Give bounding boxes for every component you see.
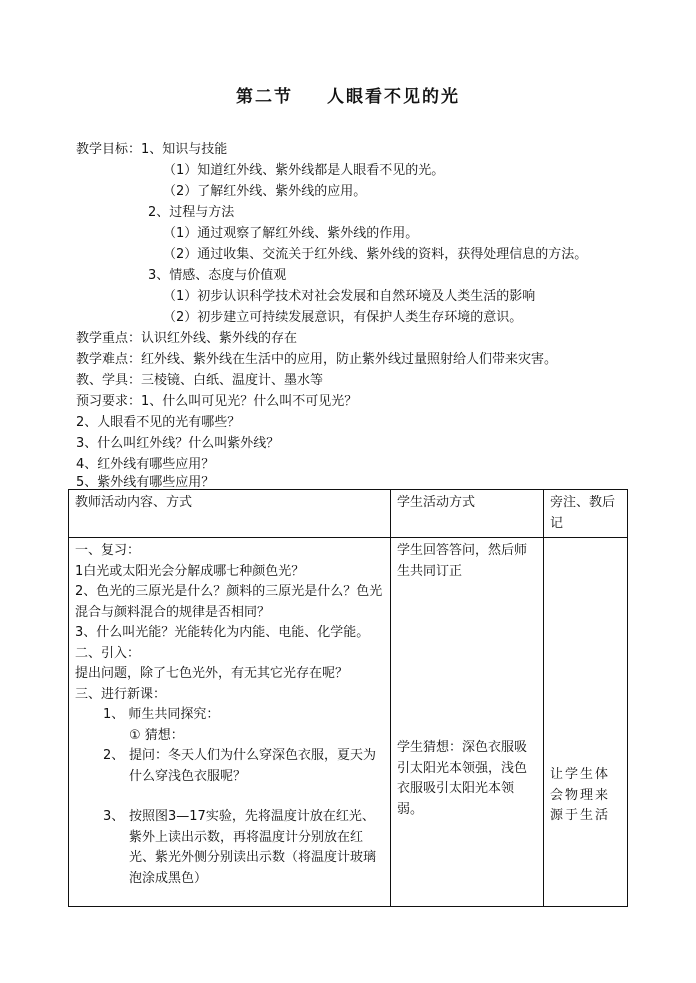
intro-text: 提出问题，除了七色光外，有无其它光存在呢？ <box>75 666 349 681</box>
objectives-label: 教学目标： <box>76 142 142 157</box>
step-text: 按照图3—17实验，先将温度计放在红光、紫外上读出示数，再将温度计分别放在红光、紫光外侧分别读出示数（将温度计玻璃泡涂成黑色） <box>129 809 377 886</box>
header-notes: 旁注、教后记 <box>544 490 628 538</box>
objective-sub: （1）知道红外线、紫外线都是人眼看不见的光。 <box>163 163 445 178</box>
preview-line: 3、什么叫红外线？什么叫紫外线？ <box>76 436 280 451</box>
new-lesson-title: 三、进行新课： <box>75 686 167 702</box>
intro-title: 二、引入： <box>75 645 141 661</box>
objective-sub: （1）初步认识科学技术对社会发展和自然环境及人类生活的影响 <box>163 289 536 304</box>
objective-heading-1: 1、知识与技能 <box>141 142 228 157</box>
key-point: 教学重点：认识红外线、紫外线的存在 <box>76 331 298 346</box>
objective-heading-2: 2、过程与方法 <box>148 205 235 220</box>
guess-step: ① 猜想： <box>129 727 184 743</box>
review-question: 2、色光的三原光是什么？颜料的三原光是什么？色光混合与颜料混合的规律是否相同？ <box>75 584 383 620</box>
difficulty: 教学难点：红外线、紫外线在生活中的应用，防止紫外线过量照射给人们带来灾害。 <box>76 352 558 367</box>
section-number: 第二节 <box>236 87 293 107</box>
section-name: 人眼看不见的光 <box>327 87 460 107</box>
student-guess: 学生猜想：深色衣服吸引太阳光本领强，浅色衣服吸引太阳光本领弱。 <box>397 740 528 817</box>
objective-sub: （2）通过收集、交流关于红外线、紫外线的资料，获得处理信息的方法。 <box>163 247 588 262</box>
preview-line: 5、紫外线有哪些应用？ <box>76 475 215 490</box>
review-question: 3、什么叫光能？光能转化为内能、电能、化学能。 <box>75 625 370 640</box>
student-cell <box>391 538 544 907</box>
table-row <box>69 538 628 907</box>
objective-sub: （2）了解红外线、紫外线的应用。 <box>163 184 367 199</box>
side-note: 让学生体会物理来源于生活 <box>550 767 611 823</box>
page-title <box>0 82 696 107</box>
step-2 <box>75 746 384 787</box>
preview-line: 预习要求：1、什么叫可见光？什么叫不可见光？ <box>76 394 358 409</box>
objective-sub: （2）初步建立可持续发展意识，有保护人类生存环境的意识。 <box>163 310 523 325</box>
header-student: 学生活动方式 <box>391 490 544 538</box>
notes-cell <box>544 538 628 907</box>
preview-line: 2、人眼看不见的光有哪些？ <box>76 415 241 430</box>
step-number: 3、 <box>103 809 125 824</box>
review-title: 一、复习： <box>75 543 141 558</box>
step-number: 2、 <box>103 748 125 763</box>
tools: 教、学具：三棱镜、白纸、温度计、墨水等 <box>76 373 324 388</box>
teacher-cell <box>69 538 391 907</box>
table-header-row <box>69 490 628 538</box>
step-text: 提问：冬天人们为什么穿深色衣服，夏天为什么穿浅色衣服呢？ <box>129 748 377 784</box>
student-answer: 学生回答答问，然后师生共同订正 <box>397 543 528 579</box>
preview-line: 4、红外线有哪些应用？ <box>76 457 215 472</box>
objective-sub: （1）通过观察了解红外线、紫外线的作用。 <box>163 226 419 241</box>
header-teacher: 教师活动内容、方式 <box>69 490 391 538</box>
lesson-table <box>68 489 628 907</box>
review-question: 1白光或太阳光会分解成哪七种颜色光？ <box>75 563 305 579</box>
explore-step: 1、 师生共同探究： <box>103 707 220 722</box>
objective-heading-3: 3、情感、态度与价值观 <box>148 268 287 283</box>
objectives-line <box>76 141 227 159</box>
step-3 <box>75 807 384 889</box>
